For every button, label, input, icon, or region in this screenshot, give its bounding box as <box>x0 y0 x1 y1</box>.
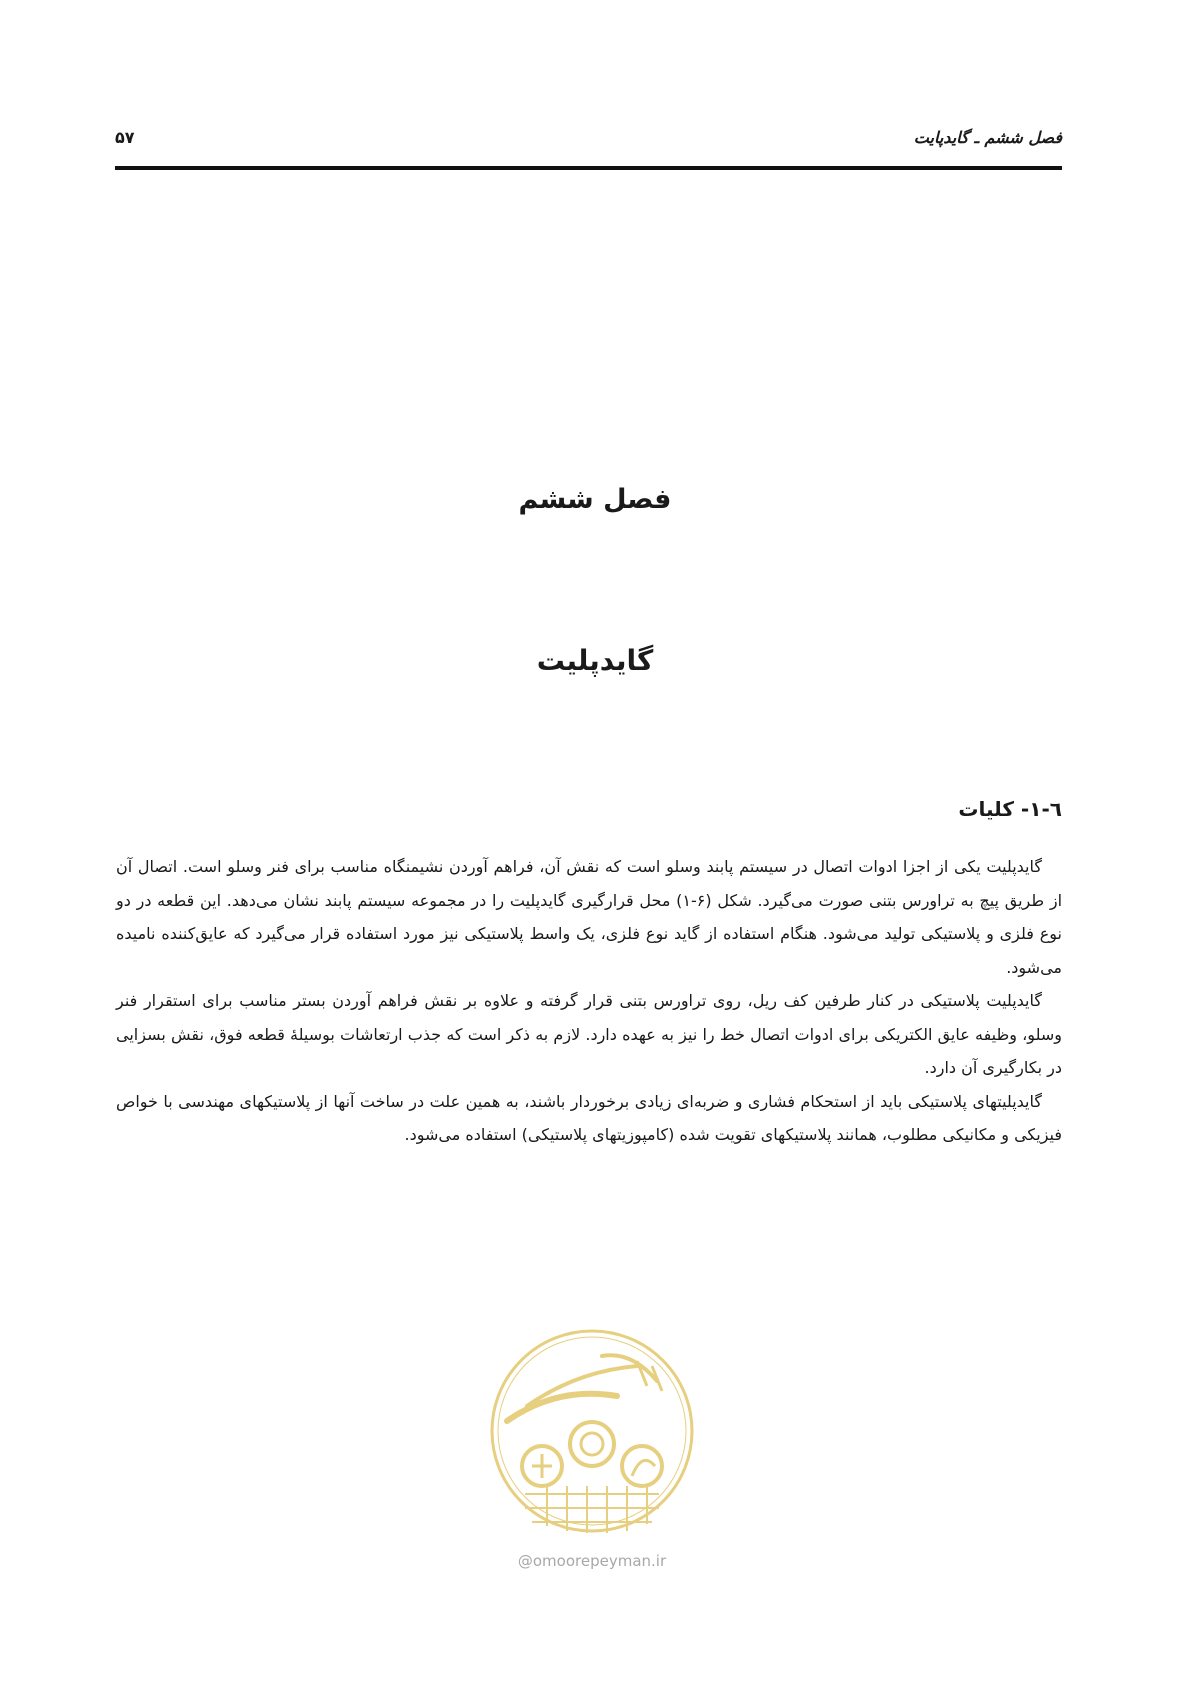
chapter-title: گایدپلیت <box>536 644 654 677</box>
paragraph-1: گایدپلیت یکی از اجزا ادوات اتصال در سیستم پابند وسلو است که نقش آن، فراهم آوردن نشیمنگاه مناسب برای فنر وسلو است. اتصال آن از طریق پیچ به تراورس بتنی صورت می‌گیرد. شکل (۶-۱) محل قرارگیری گایدپلیت را در مجموعه سیستم پابند نشان می‌دهد. این قطعه در دو نوع فلزی و پلاستیکی تولید می‌شود. هنگام استفاده از گاید نوع فلزی، یک واسط پلاستیکی نیز مورد استفاده قرار می‌گیرد که عایق‌کننده نامیده می‌شود. <box>116 857 1063 977</box>
page-number: ۵۷ <box>115 128 135 147</box>
watermark-caption: @omoorepeyman.ir <box>517 1552 667 1570</box>
paragraph-3: گایدپلیتهای پلاستیکی باید از استحکام فشاری و ضربه‌ای زیادی برخوردار باشند، به همین علت در ساخت آنها از پلاستیکهای مهندسی با خواص فیزیکی و مکانیکی مطلوب، همانند پلاستیکهای تقویت شده (کامپوزیتهای پلاستیکی) استفاده می‌شود. <box>116 1091 1062 1144</box>
watermark-logo-icon <box>487 1326 697 1541</box>
body-text <box>116 850 1062 1152</box>
section-heading: ٦-١- کلیات <box>958 797 1062 821</box>
paragraph-2: گایدپلیت پلاستیکی در کنار طرفین کف ریل، روی تراورس بتنی قرار گرفته و علاوه بر نقش فراهم آوردن بستر مناسب برای استقرار فنر وسلو، وظیفه عایق الکتریکی برای ادوات اتصال خط را نیز به عهده دارد. لازم به ذکر است که جذب ارتعاشات بوسیلهٔ قطعه فوق، نقش بسزایی در بکارگیری آن دارد. <box>116 991 1062 1077</box>
header-rule <box>115 166 1062 170</box>
running-header-title: فصل ششم ـ گایدپایت <box>913 128 1062 147</box>
running-header <box>115 128 1062 158</box>
chapter-label: فصل ششم <box>518 484 672 515</box>
watermark <box>487 1326 697 1576</box>
